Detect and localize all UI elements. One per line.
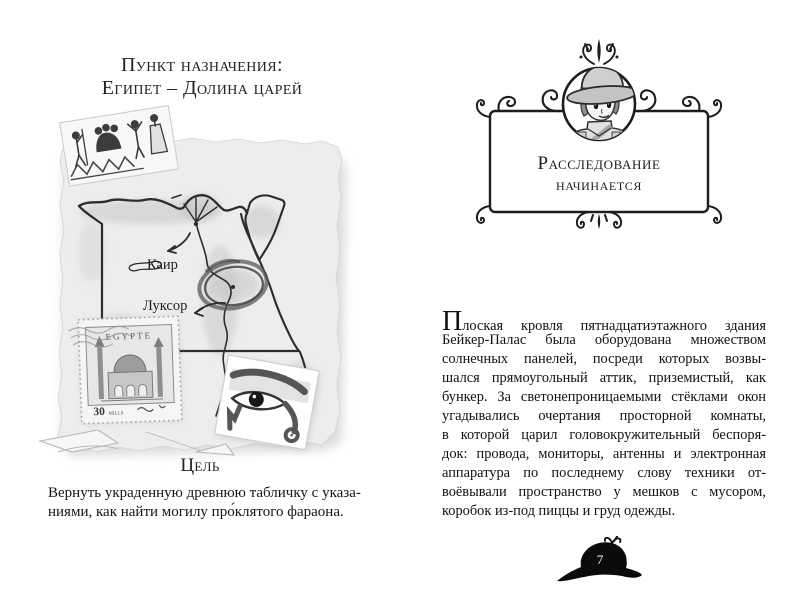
stamp-unit-label: MILLS	[108, 411, 124, 417]
cairo-dot	[194, 222, 198, 226]
body-text-line: шался прямоугольный аттик, приземистый, как	[442, 370, 766, 386]
page-number-hat	[548, 536, 653, 592]
destination-title-line2: Египет – Долина царей	[101, 77, 303, 99]
luxor-label: Луксор	[143, 298, 188, 314]
body-text-line: док: провода, мониторы, антенны и электронная	[442, 446, 766, 462]
goal-heading: Цель	[180, 455, 220, 476]
cairo-label: Каир	[147, 257, 178, 273]
body-text-line: коробок из-под пиццы и груд одежды.	[442, 503, 676, 519]
body-text-line: аппаратура по последнему слову техники от-	[442, 465, 766, 481]
chapter-title-line1: Расследование	[537, 153, 661, 174]
body-text-line: Плоская кровля пятнадцатиэтажного здания	[442, 306, 766, 337]
body-text-line: бункер. За светонепроницаемыми стёклами окон	[442, 389, 766, 405]
body-text-line: воёвывали пространство у мешков с мусором,	[442, 484, 766, 500]
goal-text-line: Вернуть украденную древнюю табличку с указа-	[48, 485, 361, 501]
page-number: 7	[596, 552, 604, 567]
chapter-title-line2: начинается	[556, 174, 642, 194]
hat-knot	[605, 536, 621, 543]
destination-title	[30, 54, 374, 100]
map-collage	[25, 98, 370, 470]
eye-of-horus-card	[214, 355, 321, 452]
stamp-value: 30	[93, 405, 106, 419]
luxor-dot	[231, 285, 235, 289]
body-text-line: Бейкер-Палас была оборудована множеством	[442, 332, 766, 348]
body-text-line: в которой царил головокружительный беспоря-	[442, 427, 766, 443]
goal-text	[48, 484, 361, 521]
drop-cap: П	[442, 306, 463, 337]
chapter-title	[490, 153, 708, 195]
body-text-line: солнечных панелей, посреди которых возвы-	[442, 351, 766, 367]
body-paragraph	[442, 306, 766, 521]
chapter-frame	[440, 22, 760, 240]
destination-title-line1: Пункт назначения:	[121, 54, 283, 76]
postage-stamp	[68, 316, 182, 424]
body-text-line: угадывались очертания просторной комнаты,	[442, 408, 766, 424]
stamp-country-label: EGYPTE	[105, 330, 153, 342]
goal-text-line: ниями, как найти могилу про́клятого фараона.	[48, 503, 344, 520]
